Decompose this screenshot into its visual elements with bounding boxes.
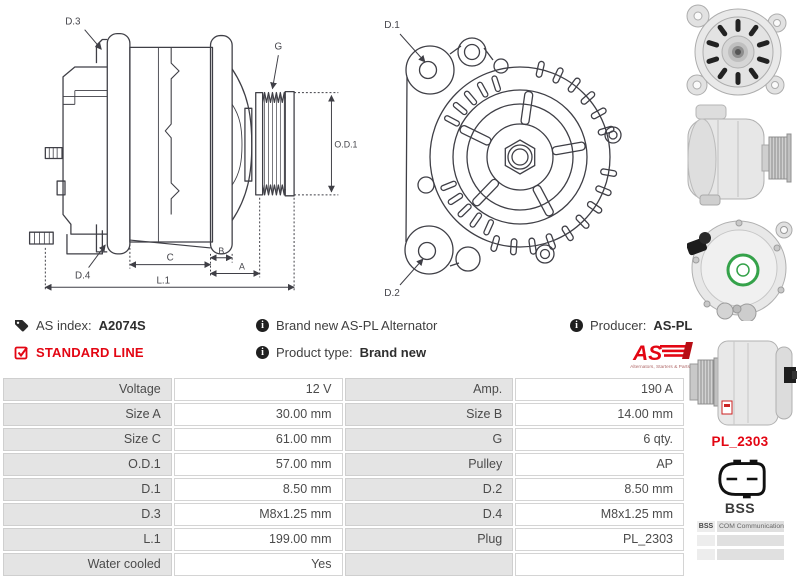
plug-code: PL_2303 xyxy=(711,434,769,449)
logo-tagline: Alternators, Starters & Parts xyxy=(630,365,690,370)
info-icon: i xyxy=(570,319,583,332)
spec-value: 12 V xyxy=(174,378,343,401)
spec-label: Plug xyxy=(345,528,514,551)
spec-value: 8.50 mm xyxy=(515,478,684,501)
plug-pin-key xyxy=(697,535,715,546)
brand-new-field xyxy=(256,318,437,333)
dim-label-a: A xyxy=(239,261,245,272)
dim-label-d3: D.3 xyxy=(65,16,81,28)
spec-label: Voltage xyxy=(3,378,172,401)
spec-table xyxy=(3,378,684,576)
plug-connector-icon xyxy=(714,458,770,500)
plug-pin-value: COM Communication xyxy=(719,523,784,530)
dim-label-d4: D.4 xyxy=(75,270,91,282)
producer-label: Producer: xyxy=(590,318,647,333)
as-index-label: AS index: xyxy=(36,318,92,333)
spec-value: PL_2303 xyxy=(515,528,684,551)
spec-value: 14.00 mm xyxy=(515,403,684,426)
spec-value xyxy=(515,553,684,576)
spec-label: L.1 xyxy=(3,528,172,551)
dim-label-g: G xyxy=(274,41,283,53)
brand-new-text: Brand new AS-PL Alternator xyxy=(276,318,438,333)
producer-value: AS-PL xyxy=(653,318,693,333)
product-photo-front[interactable] xyxy=(685,3,790,100)
product-photo-side-pulley-right[interactable] xyxy=(684,103,794,213)
info-icon: i xyxy=(256,319,269,332)
plug-pinout-table xyxy=(697,521,784,560)
dim-label-od1: O.D.1 xyxy=(334,139,358,150)
logo-text: AS xyxy=(633,342,663,365)
as-pl-logo[interactable] xyxy=(620,340,698,372)
dim-label-c: C xyxy=(166,252,174,264)
plug-pin-key xyxy=(697,549,715,560)
spec-value: 61.00 mm xyxy=(174,428,343,451)
spec-label: D.4 xyxy=(345,503,514,526)
dim-label-l1: L.1 xyxy=(156,275,171,287)
product-type-label: Product type: xyxy=(276,345,353,360)
spec-label: Size A xyxy=(3,403,172,426)
spec-value: 6 qty. xyxy=(515,428,684,451)
standard-line-badge[interactable] xyxy=(14,345,144,360)
spec-value: AP xyxy=(515,453,684,476)
spec-value: 199.00 mm xyxy=(174,528,343,551)
standard-line-label: STANDARD LINE xyxy=(36,345,144,360)
product-photo-rear-water-cooled[interactable] xyxy=(687,218,793,321)
spec-value: Yes xyxy=(174,553,343,576)
product-type-value: Brand new xyxy=(359,345,427,360)
plug-name: BSS xyxy=(724,500,756,516)
spec-value: 57.00 mm xyxy=(174,453,343,476)
spec-label: Size B xyxy=(345,403,514,426)
spec-label: Pulley xyxy=(345,453,514,476)
dim-label-b: B xyxy=(218,245,225,256)
spec-label: D.1 xyxy=(3,478,172,501)
info-icon: i xyxy=(256,346,269,359)
spec-label: Water cooled xyxy=(3,553,172,576)
spec-label: Size C xyxy=(3,428,172,451)
spec-label: D.3 xyxy=(3,503,172,526)
plug-pin-key: BSS xyxy=(698,523,714,530)
dim-label-d2: D.2 xyxy=(384,288,400,299)
spec-label: G xyxy=(345,428,514,451)
as-index-field xyxy=(14,318,146,333)
spec-value: 190 A xyxy=(515,378,684,401)
alternator-side-view-diagram[interactable] xyxy=(6,4,358,308)
checked-checkbox-icon xyxy=(14,345,29,360)
spec-value: M8x1.25 mm xyxy=(174,503,343,526)
spec-label xyxy=(345,553,514,576)
spec-label: D.2 xyxy=(345,478,514,501)
alternator-front-view-diagram[interactable] xyxy=(362,2,674,308)
dim-label-d1: D.1 xyxy=(384,20,400,31)
spec-value: 30.00 mm xyxy=(174,403,343,426)
spec-value: M8x1.25 mm xyxy=(515,503,684,526)
plug-pin-value xyxy=(717,535,784,546)
producer-field xyxy=(570,318,692,333)
tag-icon xyxy=(14,318,29,333)
plug-pin-value xyxy=(717,549,784,560)
product-type-field xyxy=(256,345,426,360)
spec-label: O.D.1 xyxy=(3,453,172,476)
product-photo-side-pulley-left[interactable] xyxy=(688,337,798,429)
spec-value: 8.50 mm xyxy=(174,478,343,501)
as-index-value: A2074S xyxy=(98,318,146,333)
spec-label: Amp. xyxy=(345,378,514,401)
